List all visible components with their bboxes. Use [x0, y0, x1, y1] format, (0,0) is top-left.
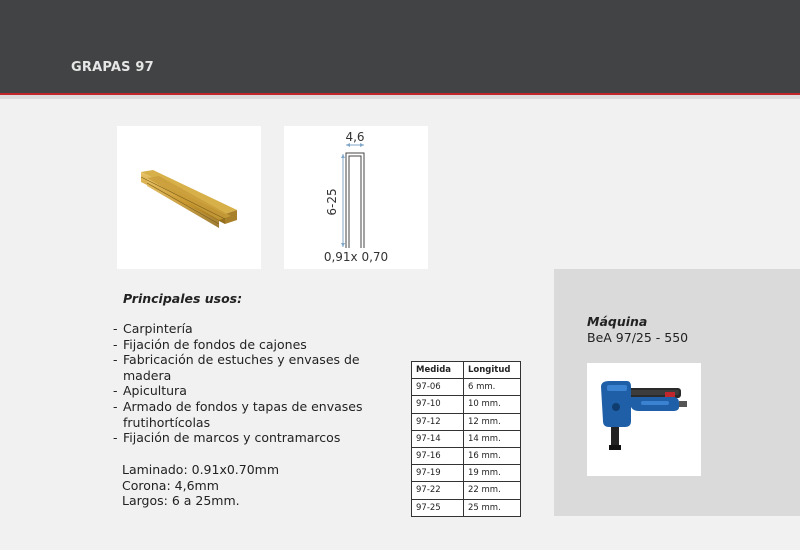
list-dash: - — [113, 352, 118, 368]
table-cell: 6 mm. — [464, 379, 521, 396]
table-cell: 19 mm. — [464, 465, 521, 482]
machine-product-image — [587, 363, 701, 476]
table-row — [412, 396, 521, 413]
table-cell: 25 mm. — [464, 499, 521, 516]
wire-gauge-label: 0,91x 0,70 — [323, 250, 389, 264]
table-header-row — [412, 362, 521, 379]
list-dash: - — [113, 383, 118, 399]
table-cell: 16 mm. — [464, 447, 521, 464]
list-dash: - — [113, 398, 118, 414]
table-cell: 12 mm. — [464, 413, 521, 430]
table-cell: 97-10 — [412, 396, 464, 413]
list-item-text: Armado de fondos y tapas de envases frutihortícolas — [123, 398, 363, 430]
table-cell: 97-22 — [412, 482, 464, 499]
spec-corona: Corona: 4,6mm — [122, 477, 219, 493]
staples-strip-icon — [117, 126, 261, 269]
table-row — [412, 465, 521, 482]
stapler-gun-icon — [587, 363, 701, 476]
spec-largos: Largos: 6 a 25mm. — [122, 493, 240, 509]
staple-dimension-diagram — [284, 126, 428, 269]
crown-dimension-label: 4,6 — [345, 130, 365, 144]
staples-product-image — [117, 126, 261, 269]
table-row — [412, 430, 521, 447]
specs-block — [122, 462, 279, 509]
uses-heading: Principales usos: — [123, 291, 243, 306]
spec-laminado: Laminado: 0.91x0.70mm — [122, 462, 280, 477]
table-row — [412, 499, 521, 516]
table-row — [412, 482, 521, 499]
list-item-text: Fijación de fondos de cajones — [123, 336, 307, 352]
table-cell: 10 mm. — [464, 396, 521, 413]
table-cell: 97-06 — [412, 379, 464, 396]
table-row — [412, 413, 521, 430]
list-item-text: Fabricación de estuches y envases de madera — [123, 352, 360, 383]
list-item — [110, 321, 380, 337]
header-bar — [0, 0, 800, 93]
table-cell: 97-19 — [412, 465, 464, 482]
list-dash: - — [113, 336, 118, 352]
list-item — [110, 352, 380, 383]
page-title: GRAPAS 97 — [71, 60, 154, 75]
list-item — [110, 383, 380, 399]
list-dash: - — [113, 430, 118, 446]
table-row — [412, 379, 521, 396]
list-item — [110, 399, 380, 430]
size-table — [411, 361, 521, 517]
list-item-text: Apicultura — [123, 383, 187, 399]
list-item — [110, 430, 380, 446]
machine-label: Máquina — [587, 314, 648, 329]
column-header-medida: Medida — [412, 362, 464, 379]
list-item-text: Carpintería — [123, 321, 193, 336]
table-cell: 97-25 — [412, 499, 464, 516]
table-row — [412, 447, 521, 464]
table-cell: 22 mm. — [464, 482, 521, 499]
table-cell: 14 mm. — [464, 430, 521, 447]
machine-model: BeA 97/25 - 550 — [587, 330, 689, 345]
table-cell: 97-16 — [412, 447, 464, 464]
list-dash: - — [113, 321, 118, 336]
table-cell: 97-14 — [412, 430, 464, 447]
column-header-longitud: Longitud — [464, 362, 521, 379]
staple-outline-icon — [284, 126, 428, 269]
uses-list — [110, 321, 380, 446]
length-dimension-label: 6-25 — [325, 188, 339, 216]
list-item-text: Fijación de marcos y contramarcos — [123, 430, 341, 446]
table-cell: 97-12 — [412, 413, 464, 430]
header-divider — [0, 95, 800, 99]
list-item — [110, 337, 380, 353]
